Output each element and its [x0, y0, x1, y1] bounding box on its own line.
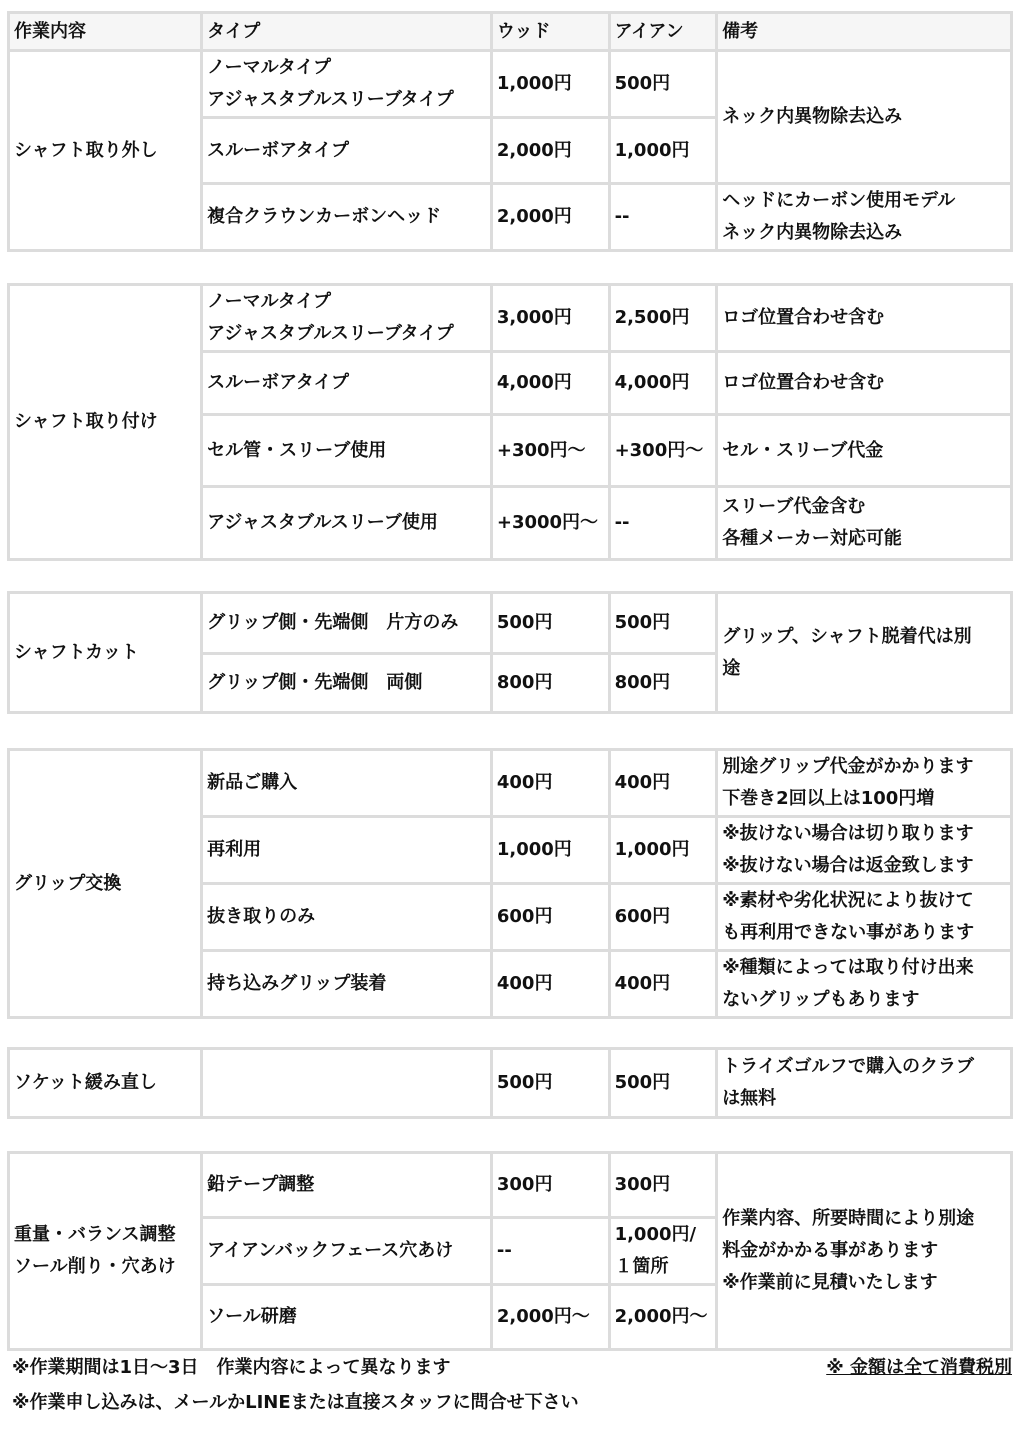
remarks-line: ヘッドにカーボン使用モデル	[722, 190, 956, 211]
iron-price: 400円	[611, 751, 716, 815]
type-cell: セル管・スリーブ使用	[203, 416, 490, 485]
wood-price: 400円	[493, 952, 608, 1016]
remarks-cell	[718, 1050, 1010, 1116]
application-note: ※作業申し込みは、メールかLINEまたは直接スタッフに問合せ下さい	[12, 1392, 579, 1413]
wood-price: 600円	[493, 885, 608, 949]
iron-price: 600円	[611, 885, 716, 949]
wood-price: 500円	[493, 1050, 608, 1116]
remarks-line: 各種メーカー対応可能	[722, 528, 902, 549]
remarks-line: 下巻き2回以上は100円増	[722, 788, 935, 809]
table-row	[10, 286, 1010, 350]
table-row	[10, 52, 1010, 116]
wood-price: 2,000円	[493, 119, 608, 182]
work-line: 重量・バランス調整	[14, 1224, 176, 1245]
remarks-cell	[718, 818, 1010, 882]
table-row	[10, 1154, 1010, 1216]
work-label	[10, 1154, 200, 1348]
iron-price: 1,000円	[611, 119, 716, 182]
type-cell: アジャスタブルスリーブ使用	[203, 488, 490, 558]
header-work: 作業内容	[10, 14, 200, 49]
remarks-cell	[718, 185, 1010, 249]
wood-price: 2,000円～	[493, 1286, 608, 1348]
remarks-cell	[718, 952, 1010, 1016]
header-wood: ウッド	[493, 14, 608, 49]
remarks-cell	[718, 885, 1010, 949]
remarks-line: 料金がかかる事があります	[722, 1240, 939, 1261]
iron-price: 500円	[611, 594, 716, 652]
iron-price: 500円	[611, 1050, 716, 1116]
shaft-removal-table	[7, 11, 1013, 252]
remarks-cell	[718, 751, 1010, 815]
socket-table	[7, 1047, 1013, 1119]
table-row	[10, 1050, 1010, 1116]
type-line: アジャスタブルスリーブタイプ	[207, 89, 454, 110]
table-row	[10, 594, 1010, 652]
iron-price-line: 1,000円/	[614, 1224, 697, 1245]
type-cell: 新品ご購入	[203, 751, 490, 815]
iron-price: 4,000円	[611, 353, 716, 413]
shaft-cut-table	[7, 591, 1013, 714]
shaft-install-table	[7, 283, 1013, 561]
work-period-note: ※作業期間は1日～3日 作業内容によって異なります	[12, 1357, 451, 1378]
type-cell: 鉛テープ調整	[203, 1154, 490, 1216]
iron-price: 500円	[611, 52, 716, 116]
header-type: タイプ	[203, 14, 490, 49]
remarks-line: ネック内異物除去込み	[722, 222, 903, 243]
remarks-cell: ロゴ位置合わせ含む	[718, 286, 1010, 350]
iron-price: 400円	[611, 952, 716, 1016]
weight-balance-table	[7, 1151, 1013, 1351]
work-label: シャフトカット	[10, 594, 200, 711]
wood-price: 4,000円	[493, 353, 608, 413]
type-cell	[203, 52, 490, 116]
type-cell: 抜き取りのみ	[203, 885, 490, 949]
wood-price: 1,000円	[493, 52, 608, 116]
remarks-cell: ロゴ位置合わせ含む	[718, 353, 1010, 413]
remarks-cell	[718, 488, 1010, 558]
header-remarks: 備考	[718, 14, 1010, 49]
remarks-line: 別途グリップ代金がかかります	[722, 756, 974, 777]
table-row	[10, 751, 1010, 815]
iron-price: 800円	[611, 655, 716, 711]
iron-price: 1,000円	[611, 818, 716, 882]
type-cell: アイアンバックフェース穴あけ	[203, 1219, 490, 1283]
wood-price: 1,000円	[493, 818, 608, 882]
type-cell: スルーボアタイプ	[203, 353, 490, 413]
type-cell: グリップ側・先端側 両側	[203, 655, 490, 711]
remarks-line: も再利用できない事があります	[722, 922, 975, 943]
iron-price: 300円	[611, 1154, 716, 1216]
remarks-line: ないグリップもあります	[722, 989, 920, 1010]
remarks-cell	[718, 1154, 1010, 1348]
remarks-line: ※抜けない場合は切り取ります	[722, 823, 974, 844]
remarks-line: ※抜けない場合は返金致します	[722, 855, 974, 876]
work-line: ソール削り・穴あけ	[14, 1256, 176, 1277]
iron-price	[611, 1219, 716, 1283]
grip-table	[7, 748, 1013, 1019]
wood-price: --	[493, 1219, 608, 1283]
type-cell: 再利用	[203, 818, 490, 882]
remarks-cell: セル・スリーブ代金	[718, 416, 1010, 485]
remarks-line: は無料	[722, 1088, 777, 1109]
wood-price: 2,000円	[493, 185, 608, 249]
work-label: グリップ交換	[10, 751, 200, 1016]
table-header-row	[10, 14, 1010, 49]
iron-price: 2,000円～	[611, 1286, 716, 1348]
type-cell: 複合クラウンカーボンヘッド	[203, 185, 490, 249]
iron-price-line: １箇所	[614, 1256, 669, 1277]
remarks-line: ※種類によっては取り付け出来	[722, 957, 974, 978]
remarks-line: トライズゴルフで購入のクラブ	[722, 1056, 975, 1077]
type-line: アジャスタブルスリーブタイプ	[207, 323, 454, 344]
type-cell	[203, 1050, 490, 1116]
wood-price: +300円～	[493, 416, 608, 485]
header-iron: アイアン	[611, 14, 716, 49]
remarks-line: ※素材や劣化状況により抜けて	[722, 890, 974, 911]
remarks-cell: ネック内異物除去込み	[718, 52, 1010, 182]
type-cell: グリップ側・先端側 片方のみ	[203, 594, 490, 652]
remarks-line: ※作業前に見積いたします	[722, 1272, 938, 1293]
wood-price: 800円	[493, 655, 608, 711]
work-label: シャフト取り付け	[10, 286, 200, 558]
type-cell	[203, 286, 490, 350]
type-cell: スルーボアタイプ	[203, 119, 490, 182]
wood-price: 400円	[493, 751, 608, 815]
wood-price: 500円	[493, 594, 608, 652]
wood-price: +3000円～	[493, 488, 608, 558]
remarks-line: 途	[722, 657, 741, 679]
type-cell: 持ち込みグリップ装着	[203, 952, 490, 1016]
type-cell: ソール研磨	[203, 1286, 490, 1348]
tax-note: ※ 金額は全て消費税別	[826, 1357, 1012, 1378]
iron-price: --	[611, 488, 716, 558]
wood-price: 300円	[493, 1154, 608, 1216]
work-label: シャフト取り外し	[10, 52, 200, 249]
remarks-line: スリーブ代金含む	[722, 496, 866, 517]
type-line: ノーマルタイプ	[207, 57, 331, 78]
work-label: ソケット緩み直し	[10, 1050, 200, 1116]
remarks-cell	[718, 594, 1010, 711]
iron-price: 2,500円	[611, 286, 716, 350]
iron-price: +300円～	[611, 416, 716, 485]
remarks-line: 作業内容、所要時間により別途	[722, 1208, 975, 1229]
type-line: ノーマルタイプ	[207, 291, 331, 312]
iron-price: --	[611, 185, 716, 249]
remarks-line: グリップ、シャフト脱着代は別	[722, 625, 972, 647]
wood-price: 3,000円	[493, 286, 608, 350]
